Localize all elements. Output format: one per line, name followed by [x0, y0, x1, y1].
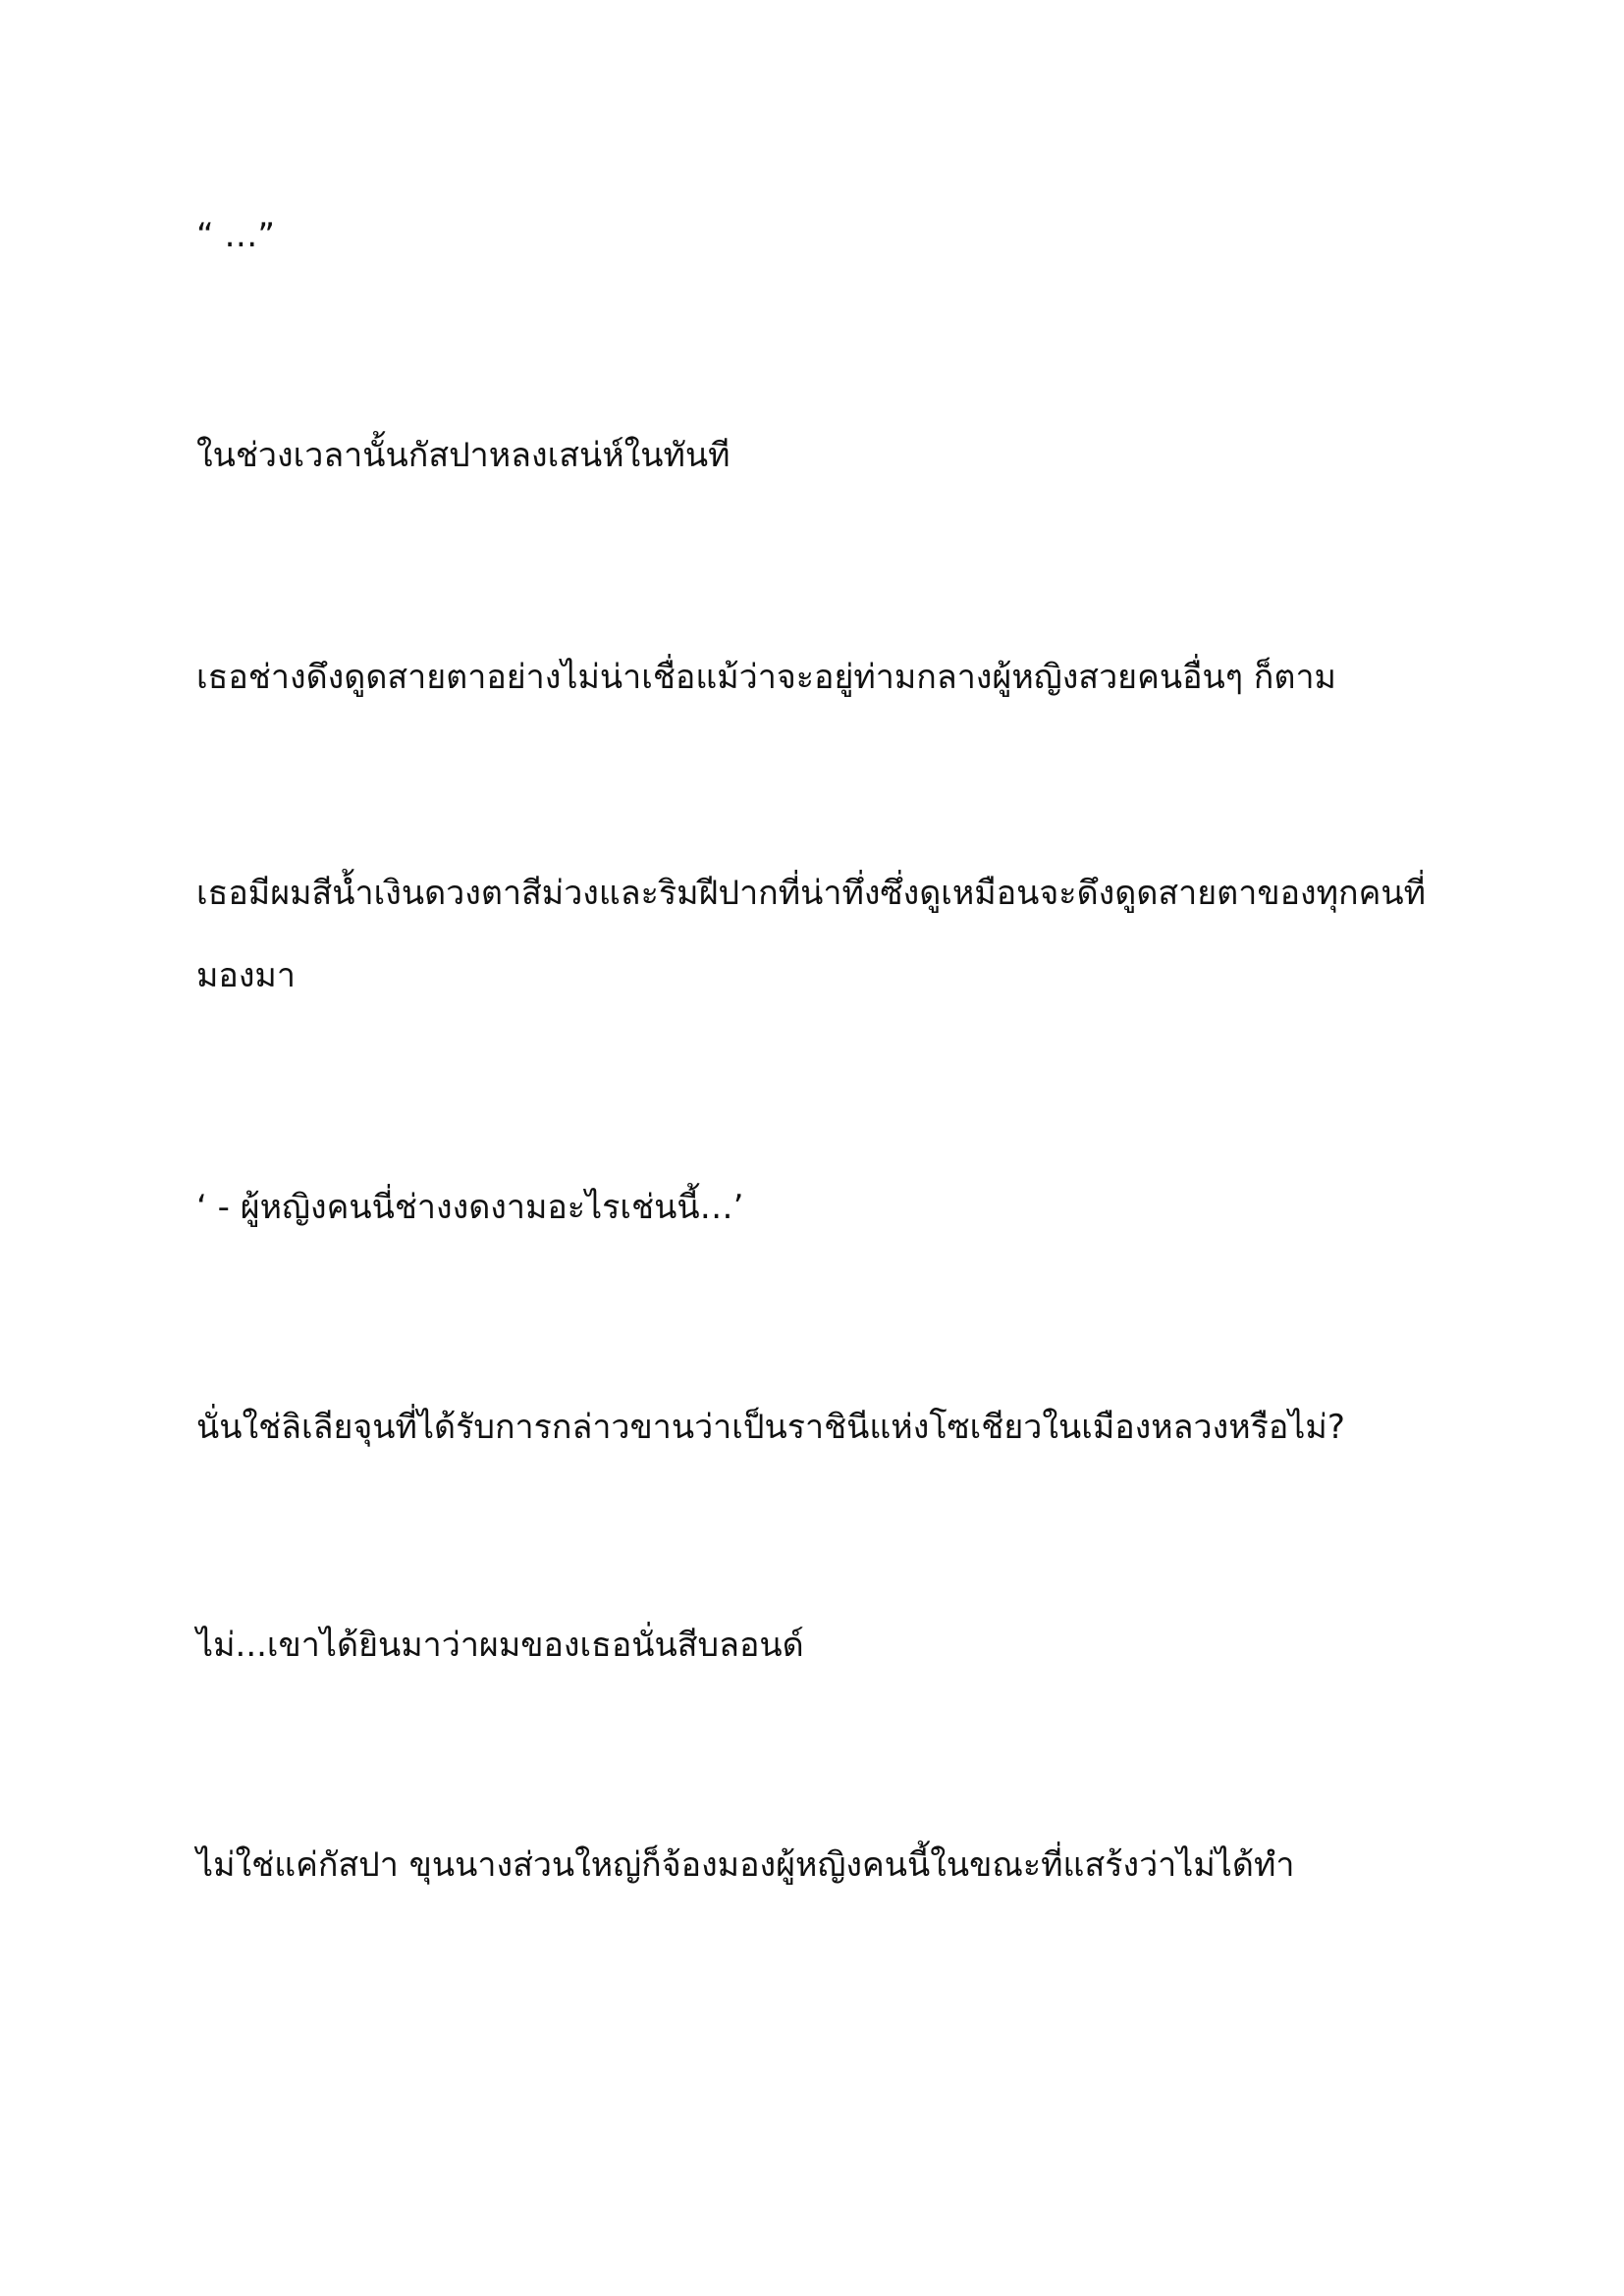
paragraph-gaspa-captivated: ในช่วงเวลานั้นกัสปาหลงเสน่ห์ในทันที — [196, 436, 731, 475]
paragraph-inner-thought: ‘ - ผู้หญิงคนนี่ช่างงดงามอะไรเช่นนี้…’ — [196, 1188, 744, 1227]
paragraph-blonde-rumor: ไม่...เขาได้ยินมาว่าผมของเธอนั่นสีบลอนด์ — [196, 1626, 804, 1665]
paragraph-nobles-staring: ไม่ใช่แค่กัสปา ขุนนางส่วนใหญ่ก็จ้องมองผู้หญิงคนนี้ในขณะที่แสร้งว่าไม่ได้ทำ — [196, 1845, 1295, 1885]
paragraph-blue-hair-description: เธอมีผมสีน้ำเงินดวงตาสีม่วงและริมฝีปากที่น่าทึ่งซึ่งดูเหมือนจะดึงดูดสายตาของทุกคนที่มองมา — [196, 874, 1427, 995]
paragraph-ellipsis-quote: “ …” — [196, 216, 276, 255]
paragraph-eye-catching: เธอช่างดึงดูดสายตาอย่างไม่น่าเชื่อแม้ว่าจะอยู่ท่ามกลางผู้หญิงสวยคนอื่นๆ ก็ตาม — [196, 658, 1336, 697]
paragraph-social-queen-question: นั่นใช่ลิเลียจุนที่ได้รับการกล่าวขานว่าเป็นราชินีแห่งโซเชียวในเมืองหลวงหรือไม่? — [196, 1408, 1345, 1447]
